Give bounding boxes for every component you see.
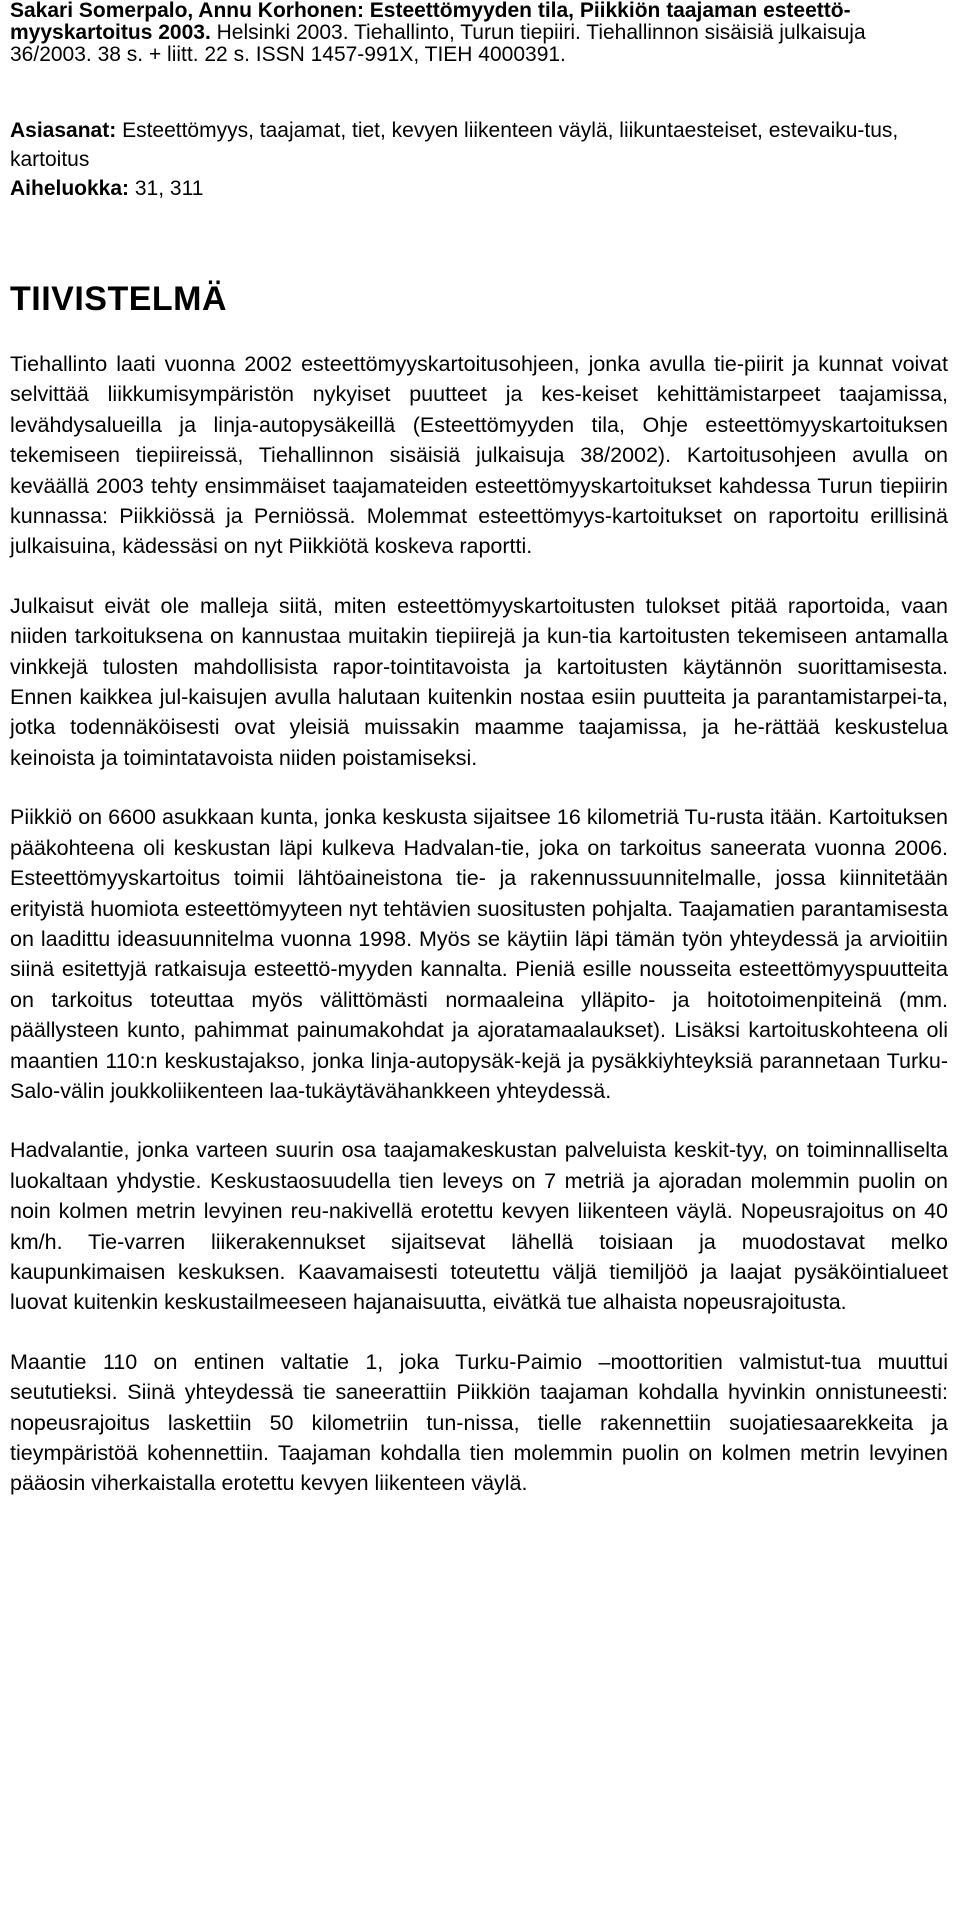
abstract-paragraph-5: Maantie 110 on entinen valtatie 1, joka Turku-Paimio –moottoritien valmistut-tua muuttui seututieksi. Siinä yhteydessä tie saneerattiin Piikkiön taajaman kohdalla hyvinkin onnistuneesti: nopeusrajoitus laskettiin 50 kilometriin tun-nissa, tielle rakennettiin suojatiesaarekkeita ja tieympäristöä kohennettiin. Taajaman kohdalla tien molemmin puolin on kolmen metrin levyinen pääosin viherkaistalla erotettu kevyen liikenteen väylä. (10, 1349, 948, 1496)
subject-class-line (10, 174, 948, 203)
abstract-body (10, 349, 948, 1499)
subject-class-label: Aiheluokka: (10, 177, 130, 200)
abstract-heading: TIIVISTELMÄ (10, 280, 228, 318)
metadata-block (10, 116, 948, 203)
subject-class-value: 31, 311 (134, 177, 204, 200)
keywords-line (10, 116, 948, 174)
keywords-value: Esteettömyys, taajamat, tiet, kevyen liikenteen väylä, liikuntaesteiset, estevaiku-tus, kartoitus (10, 119, 899, 171)
publication-reference (10, 0, 948, 66)
keywords-label: Asiasanat: (10, 119, 117, 142)
abstract-paragraph-2: Julkaisut eivät ole malleja siitä, miten esteettömyyskartoitusten tulokset pitää raportoida, vaan niiden tarkoituksena on kannustaa muitakin tiepiirejä ja kun-tia kartoitusten tekemiseen antamalla vinkkejä tulosten mahdollisista rapor-tointitavoista ja kartoitusten käytännön suorittamisesta. Ennen kaikkea jul-kaisujen avulla halutaan kuitenkin nostaa esiin puutteita ja parantamistarpei-ta, jotka todennäköisesti ovat yleisiä muissakin maamme taajamissa, ja he-rättää keskustelua keinoista ja toimintatavoista niiden poistamiseksi. (10, 593, 948, 770)
reference-authors-title: Sakari Somerpalo, Annu Korhonen: Esteettömyyden tila, Piikkiön taajaman esteettö-myyskartoitus 2003. (10, 0, 851, 44)
reference-details: Helsinki 2003. Tiehallinto, Turun tiepiiri. Tiehallinnon sisäisiä julkaisuja 36/2003. 38 s. + liitt. 22 s. ISSN 1457-991X, TIEH 4000391. (10, 21, 866, 66)
document-page (10, 0, 948, 1528)
abstract-paragraph-4: Hadvalantie, jonka varteen suurin osa taajamakeskustan palveluista keskit-tyy, on toiminnalliselta luokaltaan yhdystie. Keskustaosuudella tien leveys on 7 metriä ja ajoradan molemmin puolin on noin kolmen metrin levyinen reu-nakivellä erotettu kevyen liikenteen väylä. Nopeusrajoitus on 40 km/h. Tie-varren liikerakennukset sijaitsevat lähellä toisiaan ja muodostavat melko kaupunkimaisen keskuksen. Kaavamaisesti toteutettu väljä tiemiljöö ja laajat pysäköintialueet luovat kuitenkin keskustailmeeseen hajanaisuutta, eivätkä tue alhaista nopeusrajoitusta. (10, 1138, 948, 1315)
abstract-paragraph-1: Tiehallinto laati vuonna 2002 esteettömyyskartoitusohjeen, jonka avulla tie-piirit ja kunnat voivat selvittää liikkumisympäristön nykyiset puutteet ja kes-keiset kehittämistarpeet taajamissa, levähdysalueilla ja linja-autopysäkeillä (Esteettömyyden tila, Ohje esteettömyyskartoituksen tekemiseen tiepiireissä, Tiehallinnon sisäisiä julkaisuja 38/2002). Kartoitusohjeen avulla on keväällä 2003 tehty ensimmäiset taajamateiden esteettömyyskartoitukset kahdessa Turun tiepiirin kunnassa: Piikkiössä ja Perniössä. Molemmat esteettömyys-kartoitukset on raportoitu erillisinä julkaisuina, kädessäsi on nyt Piikkiötä koskeva raportti. (10, 352, 948, 559)
abstract-paragraph-3: Piikkiö on 6600 asukkaan kunta, jonka keskusta sijaitsee 16 kilometriä Tu-rusta itään. Kartoituksen pääkohteena oli keskustan läpi kulkeva Hadvalan-tie, joka on tarkoitus saneerata vuonna 2006. Esteettömyyskartoitus toimii lähtöaineistona tie- ja rakennussuunnitelmalle, jossa kiinnitetään erityistä huomiota esteettömyyteen nyt tehtävien suositusten pohjalta. Taajamatien parantamisesta on laadittu ideasuunnitelma vuonna 1998. Myös se käytiin läpi tämän työn yhteydessä ja arvioitiin siinä esitettyjä ratkaisuja esteettö-myyden kannalta. Pieniä esille nousseita esteettömyyspuutteita on tarkoitus toteuttaa myös välittömästi normaaleina ylläpito- ja hoitotoimenpiteinä (mm. päällysteen kunto, pahimmat painumakohdat ja ajoratamaalaukset). Lisäksi kartoituskohteena oli maantien 110:n keskustajakso, jonka linja-autopysäk-kejä ja pysäkkiyhteyksiä parannetaan Turku-Salo-välin joukkoliikenteen laa-tukäytävähankkeen yhteydessä. (10, 805, 948, 1103)
